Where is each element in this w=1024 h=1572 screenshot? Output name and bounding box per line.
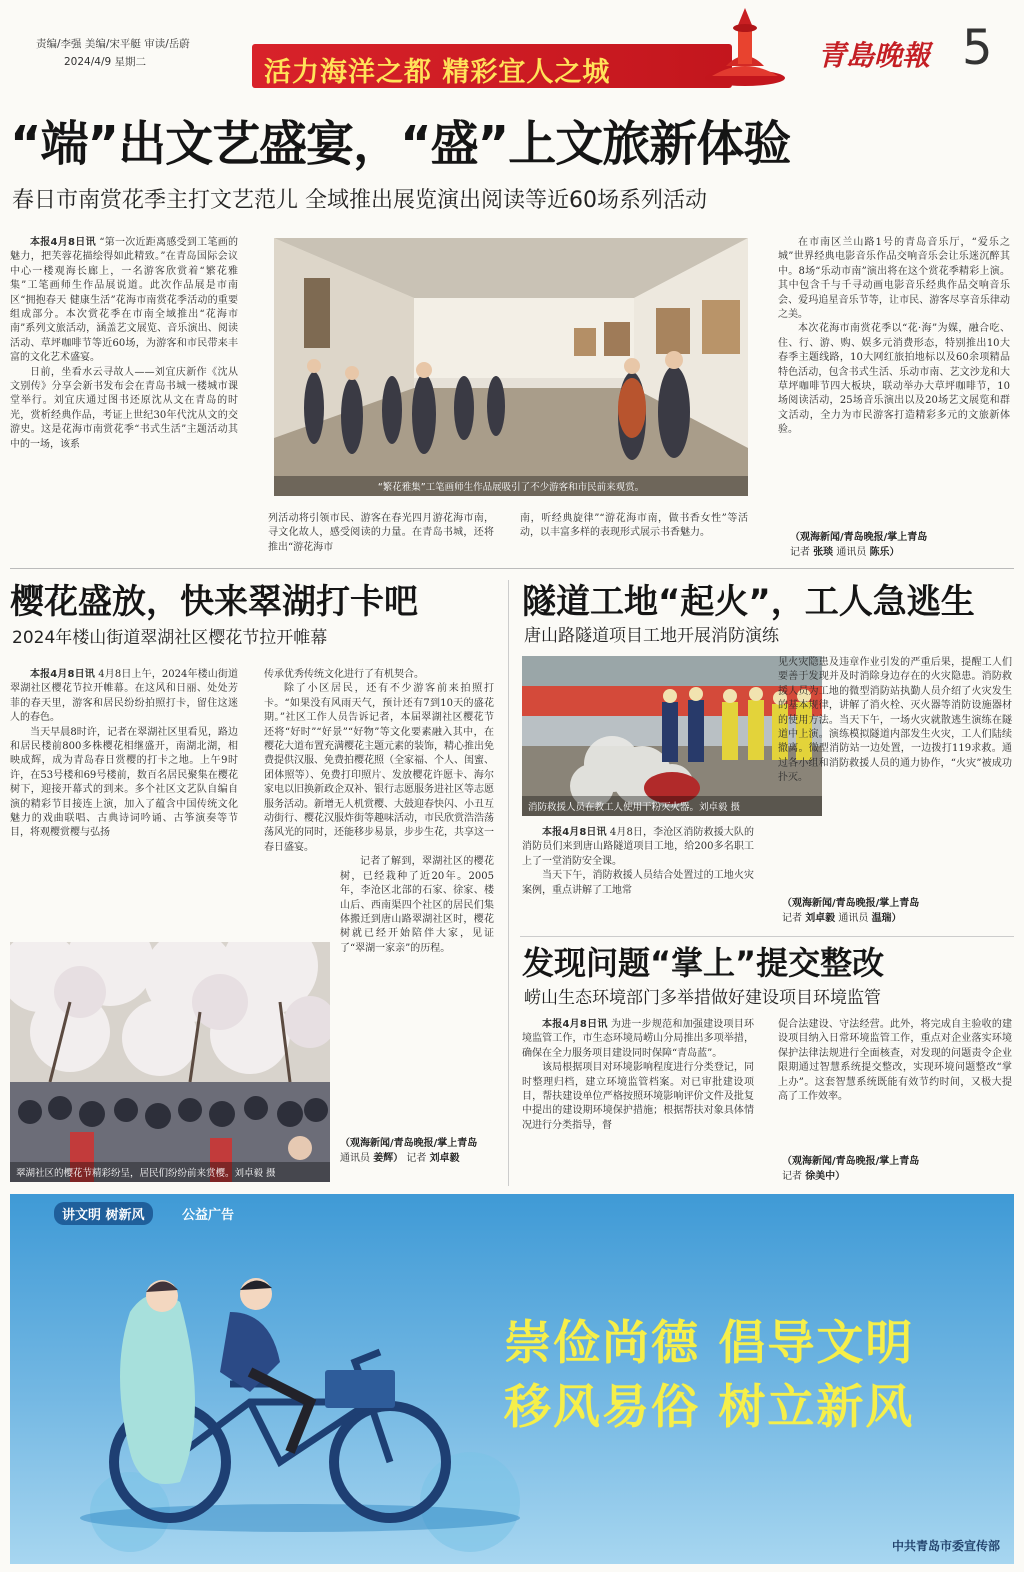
- public-ad: [10, 1194, 1014, 1564]
- gallery-caption: “繁花雅集”工笔画师生作品展吸引了不少游客和市民前来观赏。: [274, 476, 748, 496]
- lead-byline: （观海新闻/青岛晚报/掌上青岛 记者 张琰 通讯员 陈乐）: [790, 530, 1012, 560]
- env-col2: 促合法建设、守法经营。此外，将完成自主验收的建设项目纳入日常环境监管工作，重点对企业落实环境保护法律法规进行全面核查，对发现的问题责令企业限期通过智慧系统提交整改，实现环境问题整改“掌上办”。这套智慧系统既能有效节约时间，又极大提高了工作效率。: [778, 1019, 1012, 1103]
- env-subhead: 崂山生态环境部门多举措做好建设项目环境监管: [524, 988, 881, 1008]
- bicycle-couple-illustration: [70, 1252, 530, 1552]
- tunnel-photo: [522, 656, 822, 816]
- byline-source: （观海新闻/青岛晚报/掌上青岛: [782, 898, 920, 909]
- ad-slogan-line1: 崇俭尚德 倡导文明: [504, 1316, 915, 1371]
- sakura-col1: 本报4月8日讯 4月8日上午，2024年楼山街道翠湖社区樱花节拉开帷幕。在这风和日丽、处处芳菲的春天里，游客和居民纷纷拍照打卡，留住这迷人的春色。 当天早晨8时许，记者在翠湖社区里看见，路边和居民楼前800多株樱花相继盛开，南湖北湖，相映成辉，成为青岛春日赏樱的打卡之地。上午9时许，在53号楼和69号楼前，数百名居民聚集在樱花树下，迎接开幕式的到来。多个社区文艺队自编自演的精彩节目接连上演，加入了蕴含中国传统文化魅力的戏曲联唱、古典诗词吟诵、古筝演奏等节目，将观樱赏樱与弘扬: [10, 669, 238, 839]
- sakura-photo: [10, 942, 330, 1182]
- sakura-scene: [10, 942, 330, 1182]
- ad-sponsor: 中共青岛市委宣传部: [891, 1539, 1000, 1553]
- byline-source: （观海新闻/青岛晚报/掌上青岛: [790, 532, 928, 543]
- env-dateline: 本报4月8日讯: [542, 1019, 608, 1030]
- lead-col2: 列活动将引领市民、游客在春光四月游花海市南，寻文化故人，感受阅读的力量。在青岛书城，还将推出“游花海市: [268, 513, 494, 553]
- sakura-col2: 传承优秀传统文化进行了有机契合。 除了小区居民，还有不少游客前来拍照打卡。“如果没有风雨天气，预计还有7到10天的盛花期。”社区工作人员告诉记者，本届翠湖社区樱花节还将“好时”“好景”“好物”等文化要素融入其中，在樱花大道布置充满樱花主题元素的装饰，精心推出免费提供汉服、免费拍樱花照（全家福、个人、闺蜜、团体照等）、免费打印照片、发放樱花许愿卡、海尔家电以旧换新政企双补、银行志愿服务进社区等志愿服务活动。新增无人机赏樱、大鼓迎春快闪、小丑互动街行、樱花汉服炸街等趣味活动，市民欣赏浩浩荡荡风光的同时，还能移步易景，步步生花，共享这一春日盛宴。 记者了解到，翠湖社区的樱花树，已经栽种了近20年。2005年，李沧区北部的石家、徐家、楼山后、西南渠四个社区的居民们集体搬迁到唐山路翠湖社区时，樱花树就已经开始陪伴大家，见证了“翠湖一家亲”的历程。: [264, 669, 494, 954]
- section-divider: [520, 936, 1014, 937]
- ad-tag-suffix: 公益广告: [182, 1208, 235, 1223]
- tunnel-caption: 消防救援人员在教工人使用干粉灭火器。刘卓毅 摄: [522, 796, 822, 816]
- sakura-dateline: 本报4月8日讯: [30, 669, 95, 680]
- lead-subhead: 春日市南赏花季主打文艺范儿 全域推出展览演出阅读等近60场系列活动: [12, 188, 707, 213]
- header-banner: [252, 44, 732, 88]
- tunnel-headline: 隧道工地“起火”，工人急逃生: [522, 582, 975, 622]
- issue-date: 2024/4/9 星期二: [64, 56, 146, 68]
- tunnel-byline: （观海新闻/青岛晚报/掌上青岛 记者 刘卓毅 通讯员 温瑞）: [782, 896, 1012, 926]
- tunnel-subhead: 唐山路隧道项目工地开展消防演练: [524, 626, 779, 646]
- newspaper-logo: 青島晚報: [818, 39, 931, 72]
- tunnel-dateline: 本报4月8日讯: [542, 827, 607, 838]
- sakura-caption: 翠湖社区的樱花节精彩纷呈，居民们纷纷前来赏樱。刘卓毅 摄: [10, 1162, 330, 1182]
- lead-para: 日前，坐看水云寻故人——刘宜庆新作《沈从文别传》分享会新书发布会在青岛书城一楼城市课堂举行。刘宜庆通过图书还原沈从文在青岛的时光，赏析经典作品，考证上世纪30年代沈从文的交游史。这是花海市南赏花季“书式生活”主题活动其中的一场，该系: [10, 366, 238, 450]
- landmark-tower-icon: [702, 6, 788, 88]
- lead-col1: [10, 236, 238, 562]
- tunnel-scene: [522, 656, 822, 816]
- lead-col3: 南，听经典旋律”“游花海市南，做书香女性”等活动，以丰富多样的表现形式展示书香魅力。: [520, 513, 748, 539]
- byline-source: （观海新闻/青岛晚报/掌上青岛: [782, 1156, 920, 1167]
- tunnel-col2: 见火灾隐患及违章作业引发的严重后果，提醒工人们要善于发现并及时消除身边存在的火灾隐患。消防救援人员为工地的微型消防站执勤人员介绍了火灾发生的基本规律，讲解了消火栓、灭火器等消防设施器材的使用方法。当天下午，一场火灾就散逃生演练在隧道中上演。演练模拟隧道内部发生火灾，工人们陆续撤离。微型消防站一边处置，一边拨打119求救。通过各小组和消防救援人员的通力协作，“火灾”被成功扑灭。: [778, 657, 1012, 784]
- byline-source: （观海新闻/青岛晚报/掌上青岛: [340, 1138, 478, 1149]
- editors-line: 责编/李强 美编/宋平艇 审读/岳蔚: [36, 38, 190, 50]
- ad-tag: 讲文明 树新风: [54, 1202, 153, 1225]
- banner-slogan: 活力海洋之都 精彩宜人之城: [264, 57, 611, 88]
- env-headline: 发现问题“掌上”提交整改: [522, 944, 885, 982]
- gallery-scene: [274, 238, 748, 496]
- sakura-byline: （观海新闻/青岛晚报/掌上青岛 通讯员 姜辉） 记者 刘卓毅: [340, 1136, 500, 1166]
- tunnel-col1: 本报4月8日讯 4月8日，李沧区消防救援大队的消防员们来到唐山路隧道项目工地，给200多名职工上了一堂消防安全课。 当天下午，消防救援人员结合处置过的工地火灾案例，重点讲解了工地常: [522, 827, 754, 896]
- env-col1: 本报4月8日讯 为进一步规范和加强建设项目环境监管工作，市生态环境局崂山分局推出多项举措，确保在全力服务项目建设同时保障“青岛蓝”。 该局根据项目对环境影响程度进行分类登记，同时整理归档，建立环境监管档案。对已审批建设项目，帮扶建设单位严格按照环境影响评价文件及批复中提出的建设期环境保护措施；根据帮扶对象具体情况进行分类指导，督: [522, 1019, 754, 1131]
- sakura-subhead: 2024年楼山街道翠湖社区樱花节拉开帷幕: [12, 628, 328, 648]
- gallery-photo: [274, 238, 748, 496]
- page-number: 5: [962, 20, 993, 76]
- lead-para: 本报4月8日讯 “第一次近距离感受到工笔画的魅力，把芙蓉花描绘得如此精致。”在青岛国际会议中心一楼观海长廊上，一名游客欣赏着“繁花雅集”工笔画师生作品展说道。此次作品展是市南区“拥抱春天 健康生活”花海市南赏花季活动的重要组成部分。本次赏花季在市南全域推出“花海市南”系列文旅活动，涵盖艺文展览、音乐演出、阅读活动、草坪咖啡节等近60场，为游客和市民带来丰富的文化艺术盛宴。: [10, 237, 238, 364]
- lead-dateline: 本报4月8日讯: [30, 237, 96, 248]
- sakura-headline: 樱花盛放，快来翠湖打卡吧: [10, 582, 418, 622]
- lead-col4: 在市南区兰山路1号的青岛音乐厅，“爱乐之城”世界经典电影音乐作品交响音乐会让乐迷沉醉其中。8场“乐动市南”演出将在这个赏花季精彩上演。其中包含千与千寻动画电影音乐经典作品交响音乐会、爱玛追星音乐节等，让市民、游客尽享音乐律动之美。 本次花海市南赏花季以“花·海”为媒，融合吃、住、行、游、购、娱多元消费形态，特别推出10大春季主题线路，10大网红旅拍地标以及60余项精品特色活动，包含书式生活、乐动市南、艺文沙龙和大草坪咖啡节四大板块，联动举办大草坪咖啡节，10场阅读活动，25场音乐演出以及20场艺文展览和群文活动，全力为市民游客打造精彩多元的文旅新体验。: [778, 237, 1010, 436]
- section-divider: [10, 568, 1014, 569]
- lead-headline: “端”出文艺盛宴，“盛”上文旅新体验: [10, 116, 791, 172]
- ad-slogan-line2: 移风易俗 树立新风: [504, 1380, 915, 1435]
- env-byline: （观海新闻/青岛晚报/掌上青岛 记者 徐美中）: [782, 1154, 1012, 1184]
- column-divider: [508, 580, 509, 1186]
